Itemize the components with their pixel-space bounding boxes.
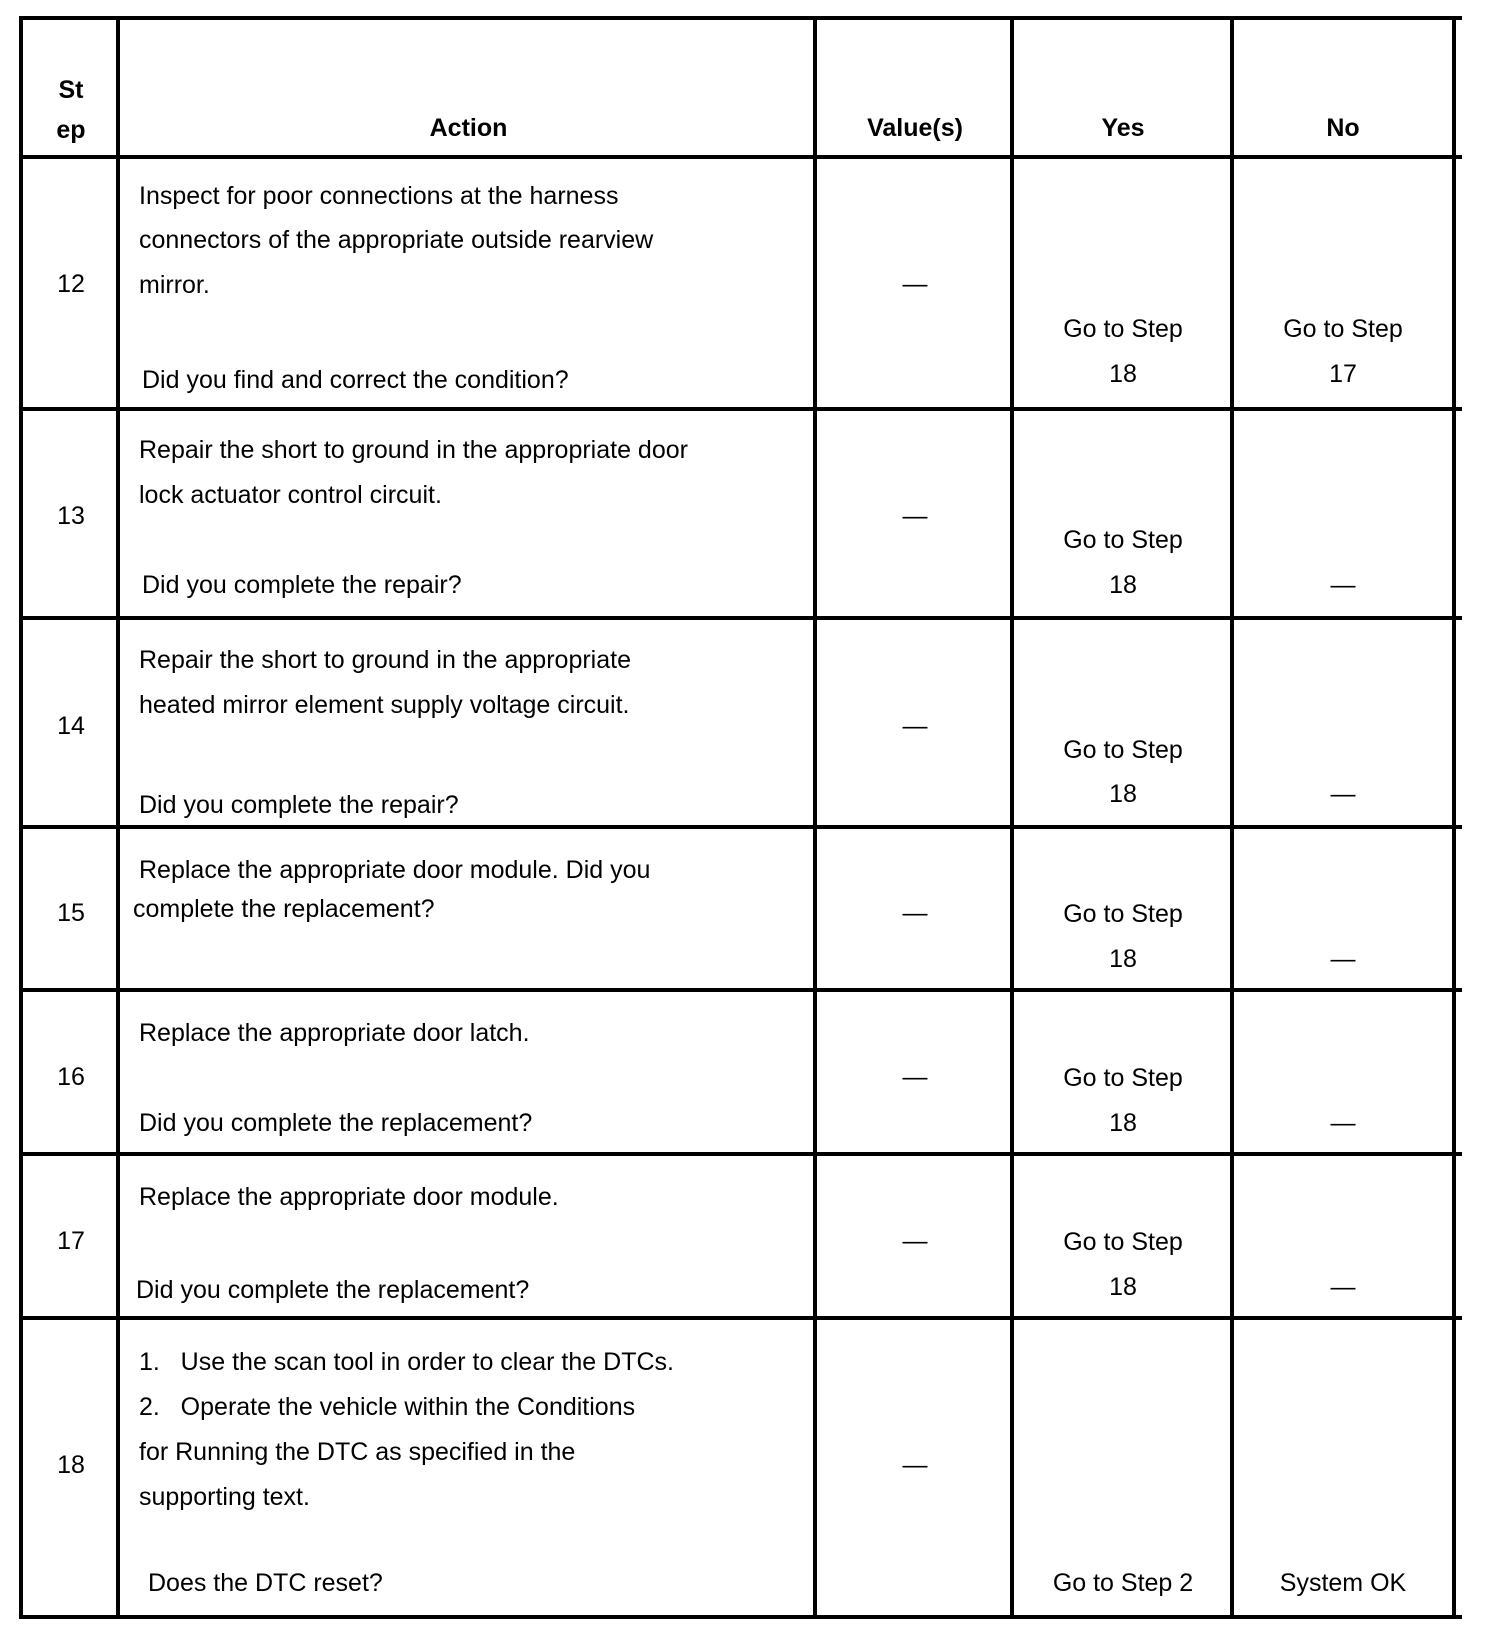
header-values: Value(s) (867, 114, 963, 142)
yes-cell: Go to Step 2 (1052, 1569, 1194, 1597)
action-line: Repair the short to ground in the appropriate door (139, 436, 688, 464)
grid-line (19, 1152, 1462, 1156)
grid-line (19, 407, 1462, 411)
action-line: Replace the appropriate door module. (139, 1183, 559, 1211)
grid-line (1010, 16, 1014, 1619)
value-cell: — (902, 899, 928, 927)
header-no: No (1326, 114, 1360, 142)
no-cell: System OK (1279, 1569, 1407, 1597)
grid-line (19, 16, 1462, 20)
header-action: Action (429, 114, 508, 142)
yes-cell: Go to Step (1063, 315, 1183, 343)
grid-line (19, 988, 1462, 992)
action-line: complete the replacement? (133, 895, 435, 923)
action-line: 1. Use the scan tool in order to clear the DTCs. (139, 1348, 674, 1376)
step-number: 17 (57, 1227, 85, 1255)
no-cell: — (1330, 780, 1356, 808)
step-number: 16 (57, 1063, 85, 1091)
action-line: mirror. (139, 271, 210, 299)
header-step: St ep (56, 76, 86, 144)
action-question: Does the DTC reset? (148, 1569, 383, 1597)
grid-line (19, 16, 23, 1619)
no-cell: — (1330, 571, 1356, 599)
no-cell: — (1330, 1273, 1356, 1301)
no-cell: — (1330, 945, 1356, 973)
header-yes: Yes (1101, 114, 1145, 142)
action-line: connectors of the appropriate outside rearview (139, 226, 654, 254)
action-line: 2. Operate the vehicle within the Conditions (139, 1393, 636, 1421)
no-cell: 17 (1329, 360, 1357, 388)
yes-cell: Go to Step (1063, 736, 1183, 764)
value-cell: — (902, 1451, 928, 1479)
no-cell: — (1330, 1109, 1356, 1137)
action-line: supporting text. (139, 1483, 310, 1511)
action-line: heated mirror element supply voltage circuit. (139, 691, 630, 719)
action-question: Did you find and correct the condition? (142, 366, 569, 394)
value-cell: — (902, 270, 928, 298)
grid-line (19, 1615, 1462, 1619)
step-number: 14 (57, 712, 85, 740)
action-line: Repair the short to ground in the appropriate (139, 646, 631, 674)
action-line: for Running the DTC as specified in the (139, 1438, 576, 1466)
yes-cell: 18 (1109, 1273, 1137, 1301)
action-question: Did you complete the replacement? (139, 1109, 533, 1137)
grid-line (1452, 16, 1456, 1619)
action-question: Did you complete the repair? (142, 571, 462, 599)
yes-cell: 18 (1109, 571, 1137, 599)
diagnostic-table (19, 16, 1462, 1619)
action-line: lock actuator control circuit. (139, 481, 442, 509)
yes-cell: 18 (1109, 1109, 1137, 1137)
yes-cell: 18 (1109, 360, 1137, 388)
value-cell: — (902, 1063, 928, 1091)
yes-cell: Go to Step (1063, 1064, 1183, 1092)
action-question: Did you complete the replacement? (136, 1276, 530, 1304)
grid-line (19, 155, 1462, 159)
grid-line (116, 16, 120, 1619)
action-line: Replace the appropriate door latch. (139, 1019, 530, 1047)
grid-line (19, 1316, 1462, 1320)
step-number: 12 (57, 270, 85, 298)
value-cell: — (902, 1227, 928, 1255)
step-number: 13 (57, 502, 85, 530)
grid-line (1230, 16, 1234, 1619)
value-cell: — (902, 712, 928, 740)
grid-line (19, 616, 1462, 620)
yes-cell: Go to Step (1063, 900, 1183, 928)
no-cell: Go to Step (1283, 315, 1403, 343)
grid-line (813, 16, 817, 1619)
action-line: Replace the appropriate door module. Did you (139, 856, 651, 884)
yes-cell: 18 (1109, 780, 1137, 808)
value-cell: — (902, 502, 928, 530)
step-number: 18 (57, 1451, 85, 1479)
yes-cell: Go to Step (1063, 1228, 1183, 1256)
step-number: 15 (57, 899, 85, 927)
action-question: Did you complete the repair? (139, 791, 459, 819)
yes-cell: Go to Step (1063, 526, 1183, 554)
action-line: Inspect for poor connections at the harness (139, 182, 619, 210)
yes-cell: 18 (1109, 945, 1137, 973)
